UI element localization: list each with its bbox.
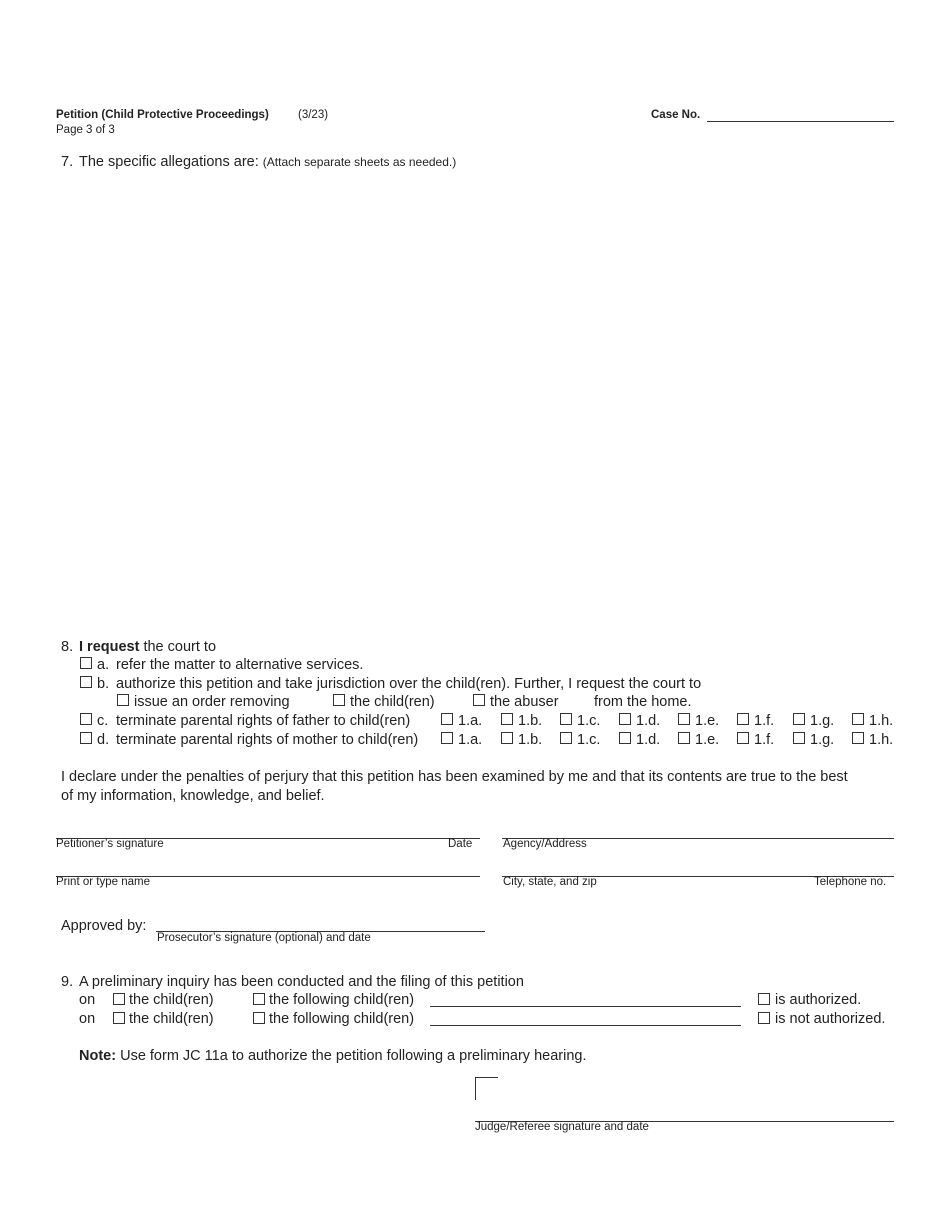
mother-child-1-c-label: 1.c. <box>577 732 601 748</box>
petitioner-date-label: Date <box>448 838 473 850</box>
father-child-1-a-checkbox[interactable] <box>441 713 453 725</box>
item9-text: A preliminary inquiry has been conducted and the filing of this petition <box>79 974 524 990</box>
authorized-following-checkbox[interactable] <box>253 993 265 1005</box>
mother-child-1-a-label: 1.a. <box>458 732 483 748</box>
item8d-text: terminate parental rights of mother to child(ren) <box>116 732 419 748</box>
authorized-following-text: the following child(ren) <box>269 992 415 1008</box>
is-authorized-checkbox[interactable] <box>758 993 770 1005</box>
father-child-1-e-label: 1.e. <box>695 713 720 729</box>
item9-number: 9. <box>61 974 74 990</box>
removal-abuser-text: the abuser <box>490 694 559 710</box>
form-title: Petition (Child Protective Proceedings) <box>56 109 269 121</box>
is-authorized-text: is authorized. <box>775 992 862 1008</box>
note-text: Use form JC 11a to authorize the petition following a preliminary hearing. <box>116 1048 587 1064</box>
declaration-line2: of my information, knowledge, and belief. <box>61 788 325 804</box>
father-child-1-d-label: 1.d. <box>636 713 661 729</box>
removal-child-checkbox[interactable] <box>333 694 345 706</box>
petitioner-signature-label: Petitioner’s signature <box>56 838 164 850</box>
mother-child-1-g-checkbox[interactable] <box>793 732 805 744</box>
telephone-label: Telephone no. <box>814 876 887 888</box>
city-state-zip-label: City, state, and zip <box>503 876 597 888</box>
note-label: Note: <box>79 1048 117 1064</box>
item8-lead <box>79 639 216 655</box>
is-not-authorized-text: is not authorized. <box>775 1011 886 1027</box>
mother-child-1-a-checkbox[interactable] <box>441 732 453 744</box>
item8-number: 8. <box>61 639 74 655</box>
item7-note: (Attach separate sheets as needed.) <box>262 155 457 169</box>
father-child-1-c-label: 1.c. <box>577 713 601 729</box>
mother-child-1-c-checkbox[interactable] <box>560 732 572 744</box>
item8a-letter: a. <box>97 657 110 673</box>
print-name-label: Print or type name <box>56 876 150 888</box>
mother-child-1-f-checkbox[interactable] <box>737 732 749 744</box>
authorized-children-line[interactable] <box>430 1006 741 1007</box>
removal-child-text: the child(ren) <box>350 694 435 710</box>
removal-from-home-text: from the home. <box>594 694 692 710</box>
not-authorized-children-line[interactable] <box>430 1025 741 1026</box>
not-authorized-on-label: on <box>79 1011 96 1027</box>
item7-text <box>79 154 456 170</box>
issue-order-checkbox[interactable] <box>117 694 129 706</box>
father-child-1-d-checkbox[interactable] <box>619 713 631 725</box>
seal-corner-mark <box>475 1077 498 1100</box>
authorized-child-text: the child(ren) <box>129 992 214 1008</box>
authorized-child-checkbox[interactable] <box>113 993 125 1005</box>
judge-signature-label: Judge/Referee signature and date <box>475 1121 649 1133</box>
father-child-1-c-checkbox[interactable] <box>560 713 572 725</box>
is-not-authorized-checkbox[interactable] <box>758 1012 770 1024</box>
mother-child-1-e-checkbox[interactable] <box>678 732 690 744</box>
father-child-1-f-label: 1.f. <box>754 713 775 729</box>
item9-note <box>79 1048 586 1064</box>
mother-child-1-d-checkbox[interactable] <box>619 732 631 744</box>
removal-abuser-checkbox[interactable] <box>473 694 485 706</box>
item8b-letter: b. <box>97 676 110 692</box>
item8c-text: terminate parental rights of father to child(ren) <box>116 713 411 729</box>
page-number: Page 3 of 3 <box>56 124 115 136</box>
prosecutor-signature-label: Prosecutor’s signature (optional) and date <box>157 932 371 944</box>
agency-address-label: Agency/Address <box>503 838 587 850</box>
not-authorized-child-checkbox[interactable] <box>113 1012 125 1024</box>
case-no-label: Case No. <box>651 109 701 121</box>
item7-number: 7. <box>61 154 74 170</box>
item8b-checkbox[interactable] <box>80 676 92 688</box>
item8-lead-rest: the court to <box>139 639 217 655</box>
father-child-1-h-checkbox[interactable] <box>852 713 864 725</box>
mother-child-1-b-checkbox[interactable] <box>501 732 513 744</box>
mother-child-1-e-label: 1.e. <box>695 732 720 748</box>
not-authorized-child-text: the child(ren) <box>129 1011 214 1027</box>
father-child-1-f-checkbox[interactable] <box>737 713 749 725</box>
mother-child-1-h-checkbox[interactable] <box>852 732 864 744</box>
father-child-1-g-label: 1.g. <box>810 713 835 729</box>
item8a-text: refer the matter to alternative services. <box>116 657 364 673</box>
declaration-line1: I declare under the penalties of perjury that this petition has been examined by me and that its contents are true to the best <box>61 769 848 785</box>
item8c-letter: c. <box>97 713 109 729</box>
allegations-area[interactable] <box>79 178 894 628</box>
issue-order-text: issue an order removing <box>134 694 290 710</box>
not-authorized-following-text: the following child(ren) <box>269 1011 415 1027</box>
father-child-1-b-label: 1.b. <box>518 713 543 729</box>
father-child-1-a-label: 1.a. <box>458 713 483 729</box>
mother-child-1-b-label: 1.b. <box>518 732 543 748</box>
form-version: (3/23) <box>298 109 329 121</box>
mother-child-1-d-label: 1.d. <box>636 732 661 748</box>
item8d-checkbox[interactable] <box>80 732 92 744</box>
item8c-checkbox[interactable] <box>80 713 92 725</box>
father-child-1-h-label: 1.h. <box>869 713 894 729</box>
father-child-1-g-checkbox[interactable] <box>793 713 805 725</box>
mother-child-1-h-label: 1.h. <box>869 732 894 748</box>
item8-lead-bold: I request <box>79 639 140 655</box>
approved-by-label: Approved by: <box>61 918 147 934</box>
item8b-text: authorize this petition and take jurisdiction over the child(ren). Further, I request the court to <box>116 676 702 692</box>
case-no-field[interactable] <box>707 121 894 122</box>
not-authorized-following-checkbox[interactable] <box>253 1012 265 1024</box>
mother-child-1-f-label: 1.f. <box>754 732 775 748</box>
item8a-checkbox[interactable] <box>80 657 92 669</box>
item8d-letter: d. <box>97 732 110 748</box>
item7-label: The specific allegations are: <box>79 154 259 170</box>
father-child-1-e-checkbox[interactable] <box>678 713 690 725</box>
father-child-1-b-checkbox[interactable] <box>501 713 513 725</box>
mother-child-1-g-label: 1.g. <box>810 732 835 748</box>
authorized-on-label: on <box>79 992 96 1008</box>
